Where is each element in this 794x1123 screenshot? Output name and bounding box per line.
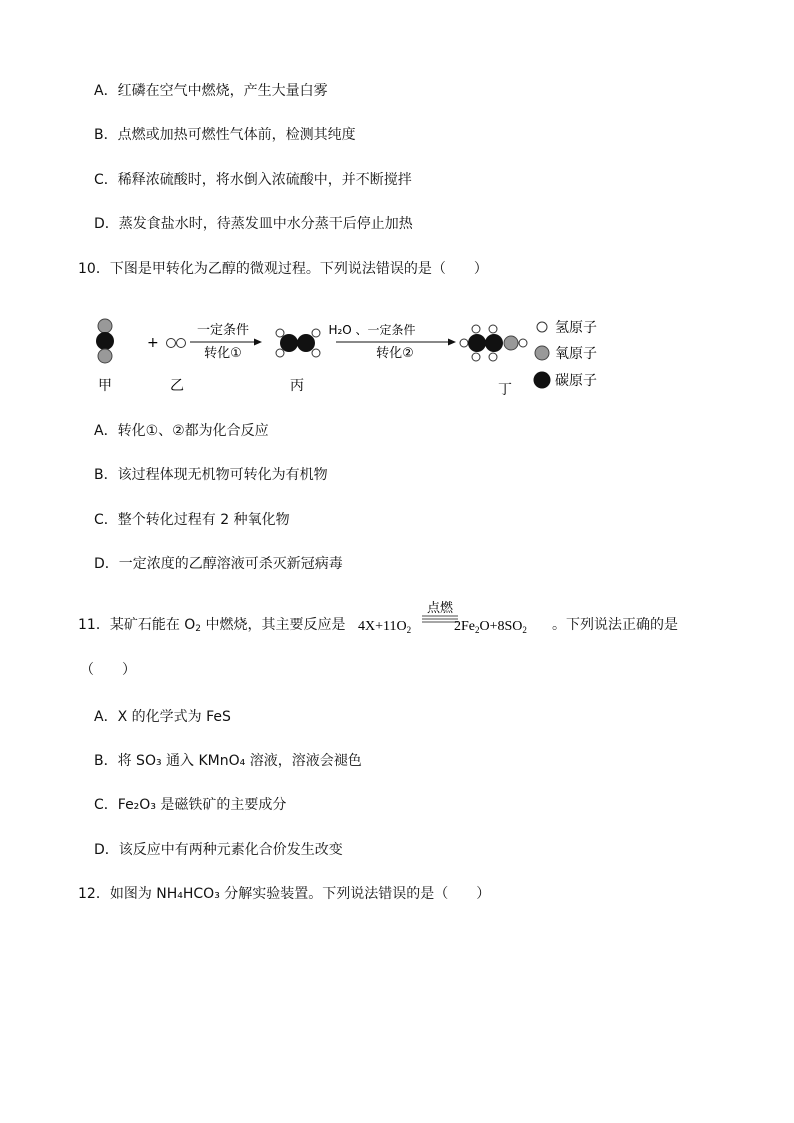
q10-stem: 10．下图是甲转化为乙醇的微观过程。下列说法错误的是（ ）	[78, 261, 488, 277]
option-text: 该反应中有两种元素化合价发生改变	[118, 842, 343, 858]
product1-sub: 2	[475, 625, 480, 635]
option-text: 蒸发食盐水时，待蒸发皿中水分蒸干后停止加热	[118, 216, 413, 232]
q11-stem-start	[78, 615, 345, 639]
option-letter: D．	[94, 556, 119, 572]
option-text: 一定浓度的乙醇溶液可杀灭新冠病毒	[118, 556, 343, 572]
q9-option-d	[94, 214, 413, 234]
product1-text: 2Fe	[454, 619, 475, 634]
q11-chemical-equation	[358, 600, 558, 640]
q10-option-a	[94, 421, 269, 441]
option-letter: B．	[94, 753, 118, 769]
label-bing: 丙	[290, 378, 304, 394]
arrow2-label: 转化②	[376, 346, 414, 361]
q10-option-d	[94, 554, 343, 574]
equation-reactants	[358, 619, 411, 635]
option-text: 点燃或加热可燃性气体前，检测其纯度	[117, 127, 356, 143]
option-letter: C．	[94, 512, 118, 528]
option-letter: D．	[94, 842, 119, 858]
option-letter: A．	[94, 709, 118, 725]
option-text: 稀释浓硫酸时，将水倒入浓硫酸中，并不断搅拌	[117, 172, 412, 188]
q11-stem-end: 。下列说法正确的是	[552, 617, 678, 633]
q11-option-d	[94, 840, 343, 860]
q10-option-c	[94, 510, 290, 530]
q9-option-b	[94, 125, 356, 145]
plus-sign: +	[147, 335, 159, 351]
arrow1-label: 转化①	[204, 346, 242, 361]
molecule-bing	[276, 329, 320, 357]
option-letter: A．	[94, 423, 118, 439]
q11-option-a	[94, 707, 231, 727]
option-letter: A．	[94, 83, 118, 99]
legend	[534, 320, 598, 389]
option-letter: B．	[94, 467, 118, 483]
equation-products	[454, 619, 527, 635]
q11-answer-paren: （ ）	[80, 662, 136, 678]
legend-hydrogen: 氢原子	[555, 320, 597, 336]
option-letter: C．	[94, 797, 118, 813]
product2-sub: 2	[522, 625, 527, 635]
q11-o2-subscript: 2	[195, 624, 202, 634]
reaction-condition: 点燃	[426, 601, 454, 616]
q10-option-b	[94, 465, 328, 485]
option-text: X 的化学式为 FeS	[117, 709, 231, 725]
option-letter: C．	[94, 172, 118, 188]
q11-stem-text: 11．某矿石能在 O	[78, 617, 196, 633]
hydrogen-swatch	[537, 322, 547, 332]
q12-stem: 12．如图为 NH₄HCO₃ 分解实验装置。下列说法错误的是（ ）	[78, 886, 491, 902]
option-text: 整个转化过程有 2 种氧化物	[117, 512, 290, 528]
option-text: 该过程体现无机物可转化为有机物	[117, 467, 328, 483]
legend-oxygen: 氧原子	[555, 346, 597, 362]
q11-option-c	[94, 795, 286, 815]
label-ding: 丁	[498, 382, 512, 398]
option-text: 将 SO₃ 通入 KMnO₄ 溶液，溶液会褪色	[117, 753, 362, 769]
molecule-ding	[460, 325, 527, 361]
arrow1-head	[254, 339, 262, 346]
legend-carbon: 碳原子	[555, 373, 597, 389]
product2-text: O+8SO	[479, 619, 523, 634]
label-jia: 甲	[98, 378, 112, 394]
reactants-text: 4X+11O	[358, 619, 407, 634]
carbon-swatch	[534, 372, 551, 389]
q9-option-a	[94, 81, 328, 101]
label-yi: 乙	[170, 378, 184, 394]
arrow1-condition: 一定条件	[196, 323, 250, 338]
molecule-yi	[167, 339, 186, 348]
option-text: Fe₂O₃ 是磁铁矿的主要成分	[117, 797, 287, 813]
molecule-transformation-diagram	[90, 312, 630, 402]
option-text: 转化①、②都为化合反应	[117, 423, 269, 439]
arrow2-head	[448, 339, 456, 346]
q9-option-c	[94, 170, 412, 190]
reactants-sub: 2	[406, 625, 412, 635]
option-letter: D．	[94, 216, 119, 232]
option-text: 红磷在空气中燃烧，产生大量白雾	[117, 83, 328, 99]
molecule-jia	[96, 319, 114, 363]
q11-stem-text-2: 中燃烧，其主要反应是	[201, 617, 346, 633]
arrow2-condition: H₂O 、一定条件	[328, 323, 416, 337]
oxygen-swatch	[535, 346, 549, 360]
q11-option-b	[94, 751, 362, 771]
option-letter: B．	[94, 127, 118, 143]
